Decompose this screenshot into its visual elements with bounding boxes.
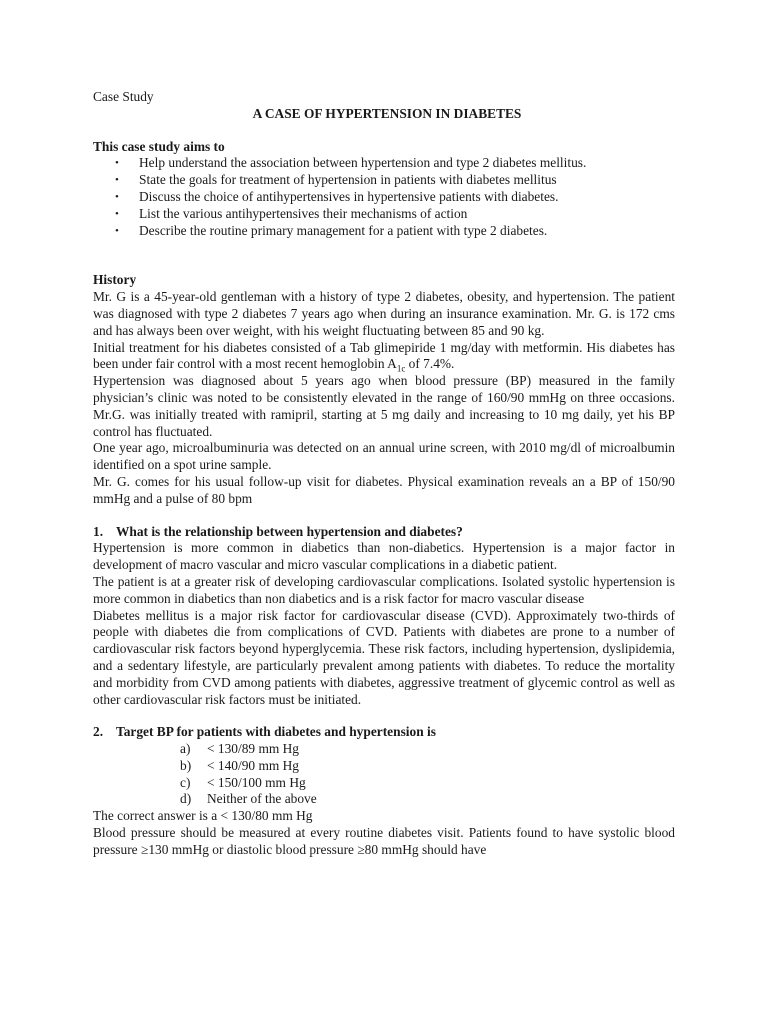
aim-text: Describe the routine primary management for a patient with type 2 diabetes. (139, 222, 548, 238)
list-item (93, 791, 675, 808)
answer-paragraph: Blood pressure should be measured at every routine diabetes visit. Patients found to have systolic blood pressure ≥130 mmHg or diastolic blood pressure ≥80 mmHg should have (93, 825, 675, 857)
history-paragraph: One year ago, microalbuminuria was detected on an annual urine screen, with 2010 mg/dl of microalbumin identified on a spot urine sample. (93, 440, 675, 473)
list-item (93, 155, 675, 172)
history-paragraph (93, 340, 675, 374)
answer-paragraph: Hypertension is more common in diabetics than non-diabetics. Hypertension is a major factor in development of macro vascular and micro vascular complications in a diabetic patient. (93, 540, 675, 573)
option-text: < 140/90 mm Hg (207, 757, 299, 773)
option-letter: a) (180, 741, 191, 757)
bullet-icon: • (115, 174, 119, 187)
case-label: Case Study (93, 89, 154, 104)
list-item (93, 775, 675, 792)
aim-text: State the goals for treatment of hypertension in patients with diabetes mellitus (139, 172, 557, 188)
aims-heading: This case study aims to (93, 138, 225, 154)
list-item (93, 189, 675, 206)
option-text: < 130/89 mm Hg (207, 741, 299, 757)
hba1c-text-after: of 7.4%. (405, 356, 455, 372)
correct-answer: The correct answer is a < 130/80 mm Hg (93, 808, 313, 824)
question-text: What is the relationship between hypertension and diabetes? (116, 523, 463, 539)
history-paragraph: Mr. G. comes for his usual follow-up visit for diabetes. Physical examination reveals an a BP of 150/90 mmHg and a pulse of 80 bpm (93, 473, 675, 506)
option-letter: c) (180, 774, 191, 790)
list-item (93, 758, 675, 775)
history-heading: History (93, 272, 137, 288)
list-item (93, 172, 675, 189)
hba1c-subscript: 1c (396, 364, 406, 375)
aim-text: List the various antihypertensives their mechanisms of action (139, 205, 468, 221)
question-1-heading (93, 524, 675, 541)
question-text: Target BP for patients with diabetes and hypertension is (116, 724, 436, 740)
history-paragraph: Mr. G is a 45-year-old gentleman with a history of type 2 diabetes, obesity, and hypertension. The patient was diagnosed with type 2 diabetes 7 years ago when during an insurance examination. Mr. G. is 172 cms and has always been over weight, with his weight fluctuating between 85 and 90 kg. (93, 289, 675, 338)
option-text: < 150/100 mm Hg (207, 774, 306, 790)
aims-list (93, 155, 675, 239)
hba1c-text-before: Initial treatment for his diabetes consisted of a Tab glimepiride 1 mg/day with metformin. His diabetes has been under fair control with a most recent hemoglobin A (93, 339, 675, 372)
question-2-heading (93, 724, 675, 741)
bullet-icon: • (115, 207, 119, 220)
question-number: 2. (93, 724, 104, 740)
list-item (93, 741, 675, 758)
question-number: 1. (93, 523, 104, 539)
list-item (93, 206, 675, 223)
answer-paragraph: Diabetes mellitus is a major risk factor for cardiovascular disease (CVD). Approximately two-thirds of people with diabetes die from complications of CVD. Patients with diabetes are prone to a number of cardiovascular risk factors beyond hyperglycemia. These risk factors, including hypertension, dyslipidemia, and a sedentary lifestyle, are particularly prevalent among patients with diabetes. To reduce the mortality and morbidity from CVD among patients with diabetes, aggressive treatment of glycemic control as well as other cardiovascular risk factors must be initiated. (93, 607, 675, 707)
history-paragraph: Hypertension was diagnosed about 5 years ago when blood pressure (BP) measured in the family physician’s clinic was noted to be consistently elevated in the range of 160/90 mmHg on three occasions. Mr.G. was initially treated with ramipril, starting at 5 mg daily and increasing to 10 mg daily, yet his BP control has fluctuated. (93, 373, 675, 439)
bullet-icon: • (115, 157, 119, 170)
options-list (93, 741, 675, 808)
aim-text: Discuss the choice of antihypertensives in hypertensive patients with diabetes. (139, 188, 559, 204)
answer-paragraph: The patient is at a greater risk of developing cardiovascular complications. Isolated systolic hypertension is more common in diabetics than non diabetics and is a risk factor for macro vascular disease (93, 573, 675, 606)
document-page (93, 89, 675, 859)
bullet-icon: • (115, 190, 119, 203)
list-item (93, 223, 675, 240)
aim-text: Help understand the association between hypertension and type 2 diabetes mellitus. (139, 155, 587, 171)
option-letter: d) (180, 791, 192, 807)
option-letter: b) (180, 757, 192, 773)
document-title: A CASE OF HYPERTENSION IN DIABETES (252, 105, 522, 121)
bullet-icon: • (115, 224, 119, 237)
option-text: Neither of the above (207, 791, 317, 807)
